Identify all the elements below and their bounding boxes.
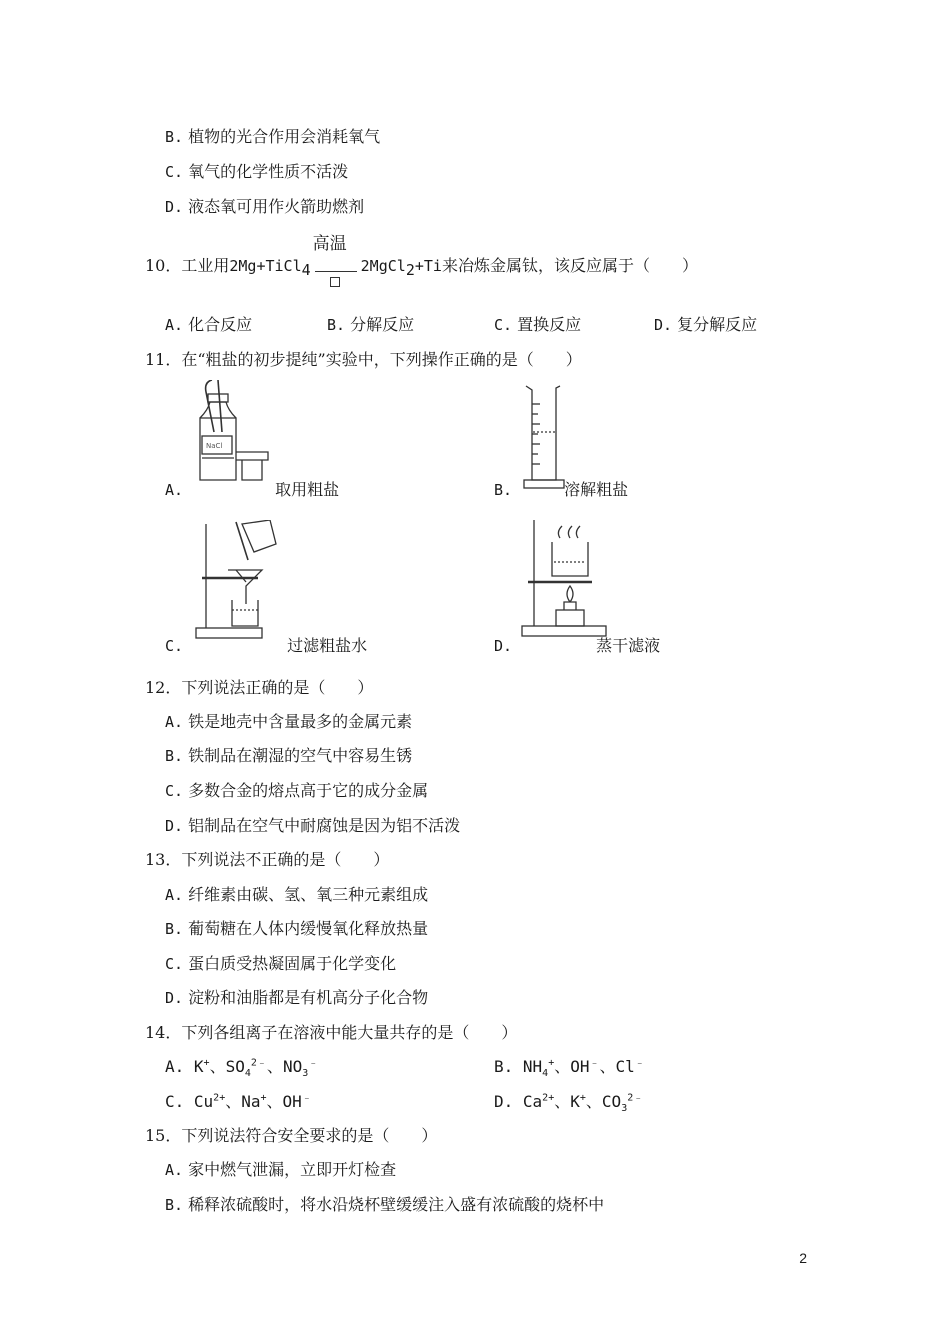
q11-option-a: A. 取用粗盐 (165, 480, 340, 499)
q11-option-d: D. 蒸干滤液 (494, 636, 661, 655)
figure-dissolve-salt (520, 384, 570, 492)
figure-take-salt (188, 380, 278, 488)
q12-stem: 12．下列说法正确的是（ ） (145, 678, 374, 697)
q9-option-d: D. 液态氧可用作火箭助燃剂 (165, 197, 365, 216)
q14-option-a: A. K+、$SO_4^{2﹣}$、$NO_3^﹣$ (165, 1057, 319, 1080)
svg-text:NaCl: NaCl (206, 442, 223, 450)
q14-option-c: C. $Cu^{2+}$、Na+、OH﹣ (165, 1092, 312, 1111)
q13-option-d: D. 淀粉和油脂都是有机高分子化合物 (165, 988, 429, 1007)
q10-stem: 10．工业用2Mg+TiCl$_4$ 高温 2MgCl$_2$+Ti来冶炼金属钛，该反应属于（ ） (145, 256, 698, 276)
q13-option-a: A. 纤维素由碳、氢、氧三种元素组成 (165, 885, 429, 904)
q15-option-b: B. 稀释浓硫酸时，将水沿烧杯壁缓缓注入盛有浓硫酸的烧杯中 (165, 1195, 605, 1214)
q10-condition: 高温 (312, 234, 347, 254)
q12-option-a: A. 铁是地壳中含量最多的金属元素 (165, 712, 413, 731)
q14-stem: 14．下列各组离子在溶液中能大量共存的是（ ） (145, 1023, 518, 1042)
q11-stem: 11．在“粗盐的初步提纯”实验中，下列操作正确的是（ ） (145, 350, 582, 369)
q10-reaction-arrow (311, 234, 361, 276)
q9-option-c: C. 氧气的化学性质不活泼 (165, 162, 349, 181)
q14-option-b: B. $NH_4^+$、OH﹣、Cl﹣ (494, 1057, 645, 1080)
q12-option-c: C. 多数合金的熔点高于它的成分金属 (165, 781, 429, 800)
page-number: 2 (799, 1250, 807, 1266)
figure-filter-saltwater (192, 520, 292, 642)
q12-option-b: B. 铁制品在潮湿的空气中容易生锈 (165, 746, 413, 765)
q14-option-d: D. $Ca^{2+}$、K+、$CO_3^{2﹣}$ (494, 1092, 644, 1115)
q13-option-c: C. 蛋白质受热凝固属于化学变化 (165, 954, 397, 973)
q10-option-b: B. 分解反应 (327, 315, 415, 334)
q10-option-a: A. 化合反应 (165, 315, 253, 334)
placeholder-box-icon (330, 277, 340, 287)
q11-option-b: B. 溶解粗盐 (494, 480, 629, 499)
q15-option-a: A. 家中燃气泄漏，立即开灯检查 (165, 1160, 397, 1179)
q9-option-b: B. 植物的光合作用会消耗氧气 (165, 127, 381, 146)
q13-stem: 13．下列说法不正确的是（ ） (145, 850, 390, 869)
q10-option-d: D. 复分解反应 (654, 315, 758, 334)
q10-option-c: C. 置换反应 (494, 315, 582, 334)
q12-option-d: D. 铝制品在空气中耐腐蚀是因为铝不活泼 (165, 816, 461, 835)
q15-stem: 15．下列说法符合安全要求的是（ ） (145, 1126, 438, 1145)
q13-option-b: B. 葡萄糖在人体内缓慢氧化释放热量 (165, 919, 429, 938)
figure-evaporate-filtrate (516, 518, 616, 638)
q11-option-c: C. 过滤粗盐水 (165, 636, 368, 655)
